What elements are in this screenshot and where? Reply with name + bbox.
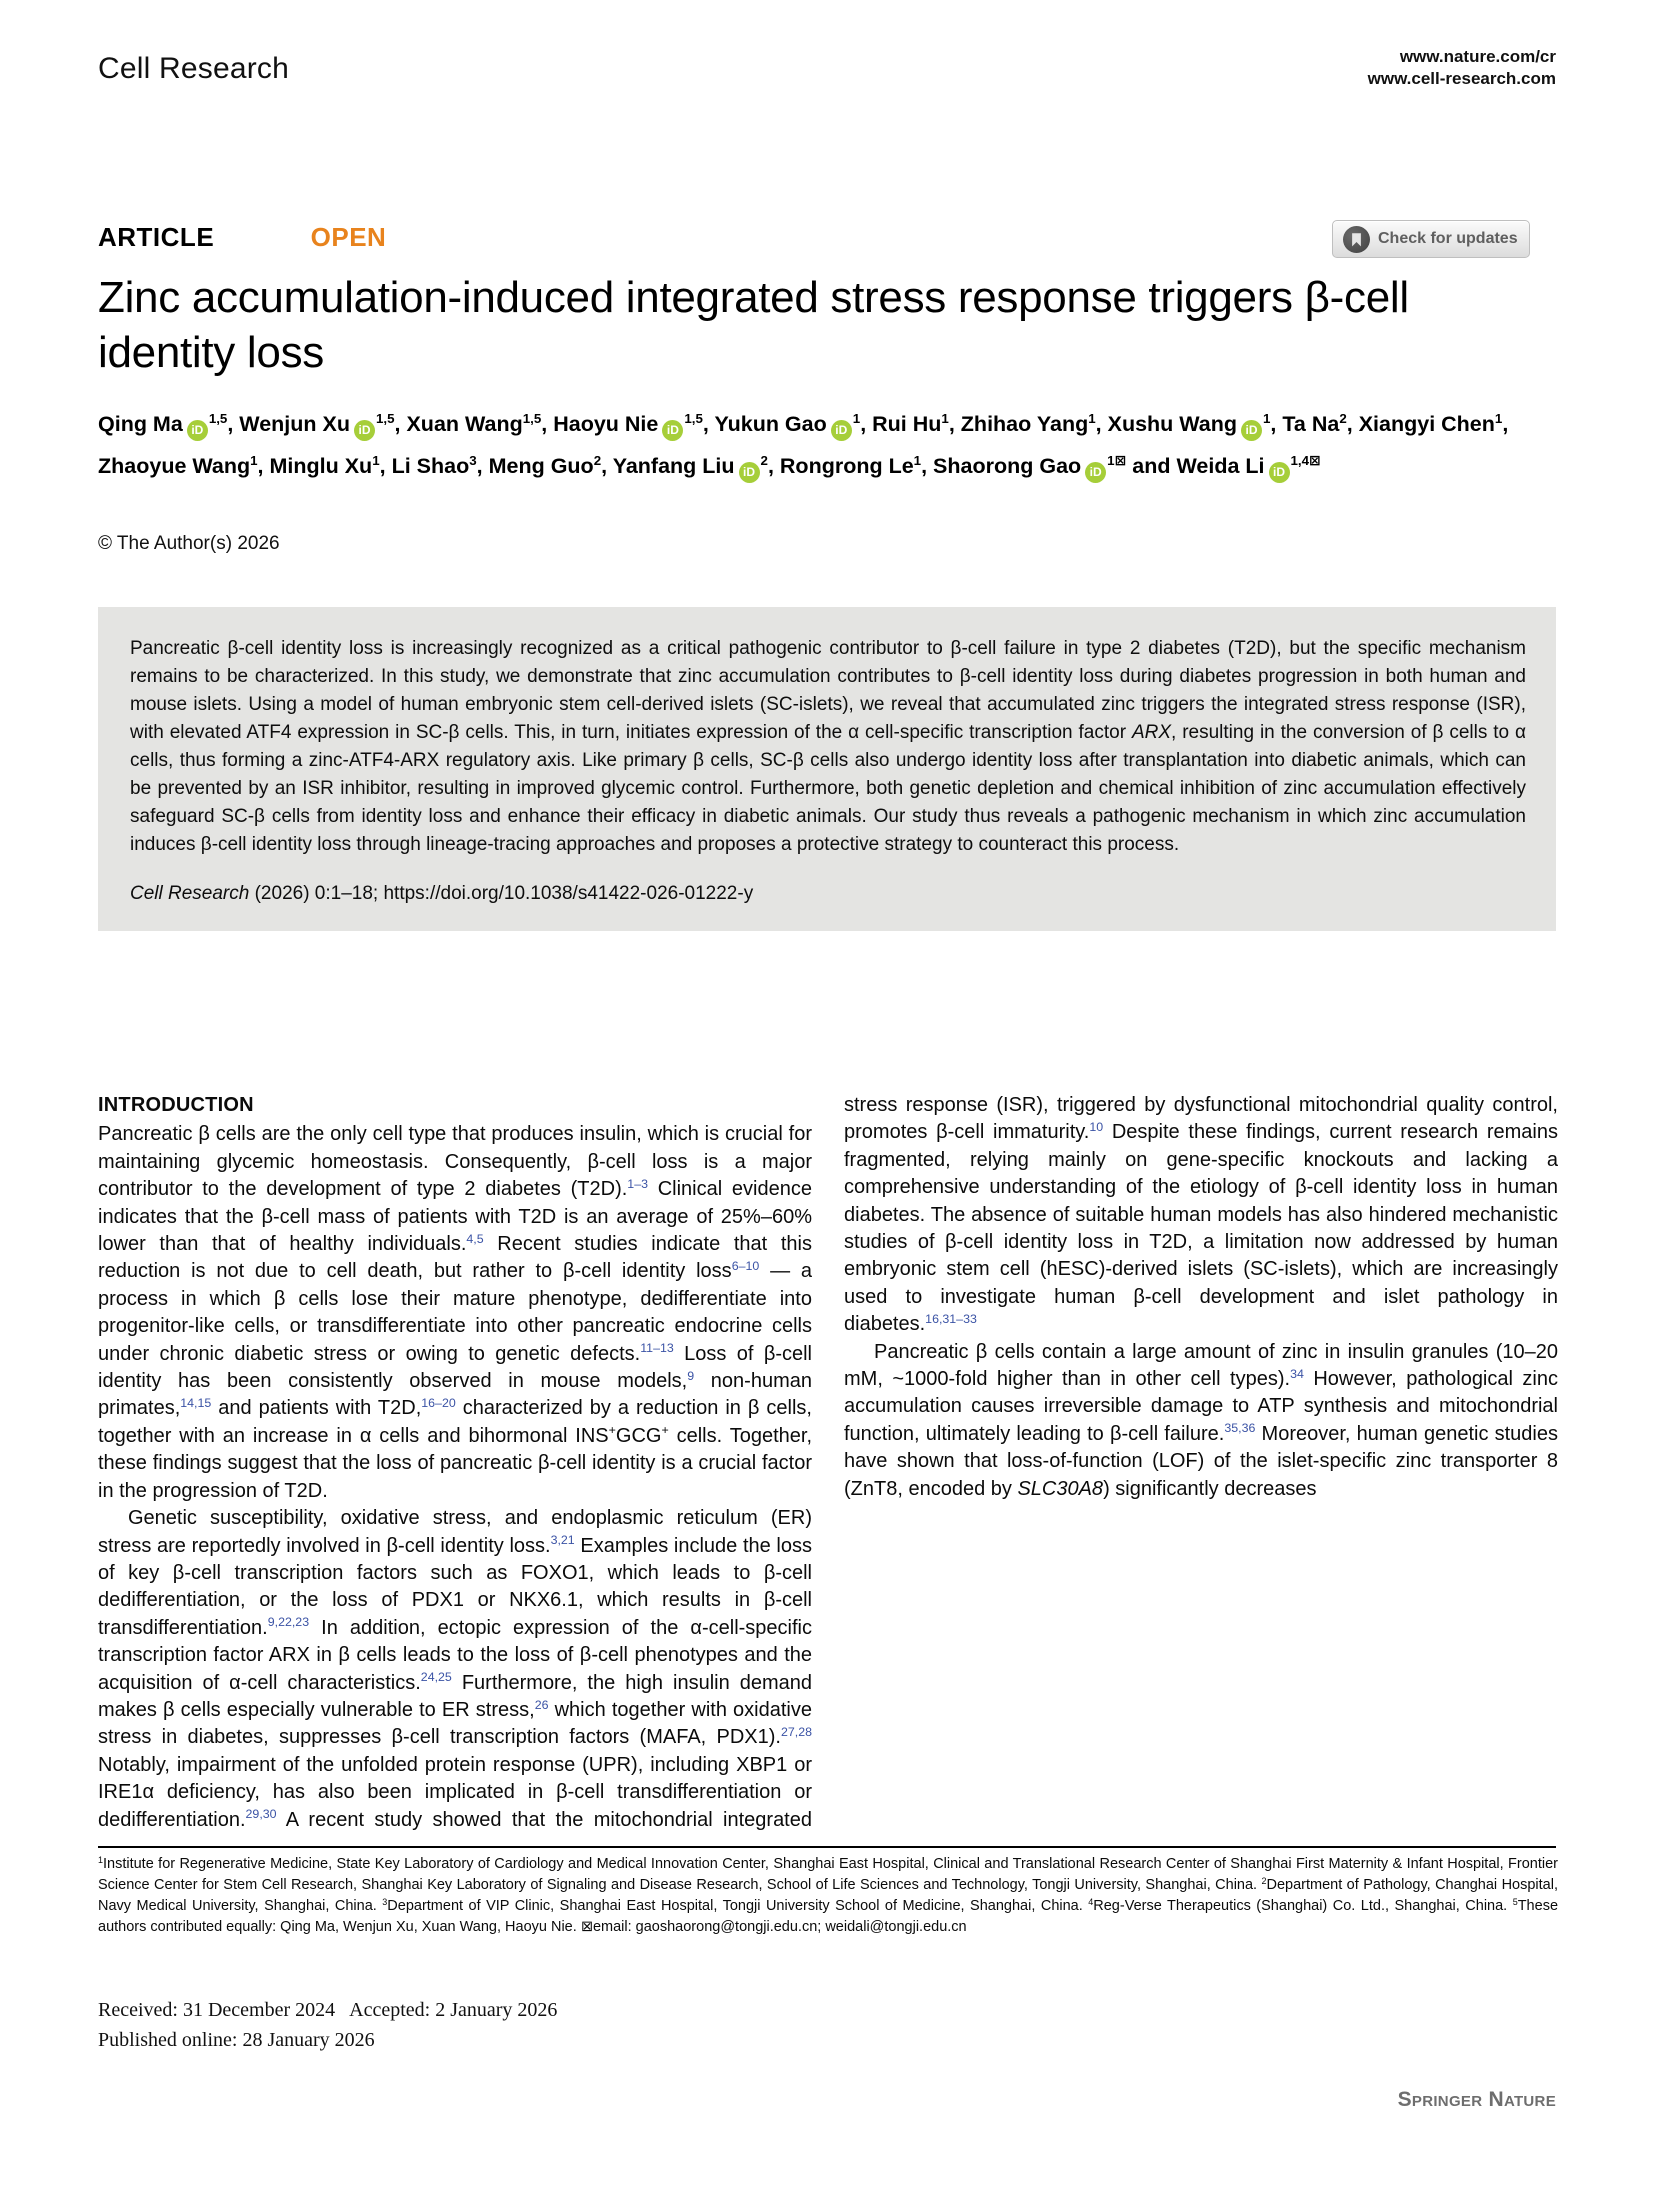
author-affiliation-superscript: 1⊠ [1107,452,1127,469]
accepted-date: Accepted: 2 January 2026 [349,1999,558,2021]
author-affiliation-superscript: 1 [372,453,380,469]
affiliations-footnote: $^1$Institute for Regenerative Medicine, State Key Laboratory of Cardiology and Medical Innovation Center, Shanghai East Hospital, Clinical and Translational Research Center of Shanghai First Maternity & Infant Hospital, Frontier Science Center for Stem Cell Research, Shanghai Key Laboratory of Signaling and Disease Research, School of Life Sciences and Technology, Tongji University, Shanghai, China. $^2$Department of Pathology, Changhai Hospital, Navy Medical University, Shanghai, China. $^3$Department of VIP Clinic, Shanghai East Hospital, Tongji University School of Medicine, Shanghai, China. $^4$Reg-Verse Therapeutics (Shanghai) Co. Ltd., Shanghai, China. $^5$These authors contributed equally: Qing Ma, Wenjun Xu, Xuan Wang, Haoyu Nie. ⊠email: gaoshaorong@tongji.edu.cn; weidali@tongji.edu.cn [98,1854,1559,1935]
springer-nature-logo: Springer Nature [1397,2088,1556,2111]
reference-superscript[interactable]: 29,30 [245,1807,277,1822]
reference-superscript[interactable]: 9 [687,1368,695,1383]
superscript: 5 [1512,1896,1518,1907]
author-name: Meng Guo [488,454,594,478]
author-affiliation-superscript: 1 [1088,411,1096,427]
published-date: Published online: 28 January 2026 [98,2029,375,2051]
journal-url-cellresearch[interactable]: www.cell-research.com [1367,69,1556,88]
open-access-label: OPEN [310,222,387,252]
superscript: + [661,1423,669,1438]
orcid-icon[interactable]: iD [831,420,852,441]
superscript: 3 [382,1896,388,1907]
author-affiliation-superscript: 1 [941,411,949,427]
reference-superscript[interactable]: 4,5 [466,1231,484,1246]
page-title: Zinc accumulation-induced integrated stress response triggers β-cell identity loss [98,273,1409,377]
superscript: 4 [1088,1896,1094,1907]
citation-journal: Cell Research [130,883,250,904]
author-affiliation-superscript: 2 [1339,411,1347,427]
author-name: Xuan Wang [406,412,523,436]
author-name: Shaorong Gao [933,454,1082,478]
reference-superscript[interactable]: 6–10 [731,1259,760,1273]
author-name: Rongrong Le [779,454,914,478]
reference-superscript[interactable]: 16–20 [421,1396,456,1411]
superscript: 1 [98,1854,103,1865]
author-affiliation-superscript: 1 [250,453,258,469]
author-affiliation-superscript: 3 [469,453,477,469]
reference-superscript[interactable]: 27,28 [780,1724,812,1739]
author-affiliation-superscript: 2 [760,453,768,469]
author-name: Zhihao Yang [960,412,1089,436]
introduction-section [98,1092,1558,1845]
orcid-icon[interactable]: iD [187,420,208,441]
author-name: Zhaoyue Wang [98,454,251,478]
article-type-row [98,222,1556,272]
reference-superscript[interactable]: 35,36 [1224,1421,1256,1436]
crossmark-icon [1343,226,1370,253]
author-name: Weida Li [1176,454,1265,478]
author-name: Haoyu Nie [553,412,659,436]
introduction-heading: INTRODUCTION [98,1094,254,1116]
author-affiliation-superscript: 1 [1494,411,1503,427]
check-for-updates-button[interactable] [1332,220,1530,258]
author-name: Yukun Gao [714,412,827,436]
intro-paragraph-2: Genetic susceptibility, oxidative stress, and endoplasmic reticulum (ER) stress are reportedly involved in β-cell identity loss.$^{3,21}$ Examples include the loss of key β-cell transcription factors such as FOXO1, which leads to β-cell dedifferentiation, or the loss of PDX1 or NKX6.1, which results in β-cell transdifferentiation.$^{9,22,23}$ In addition, ectopic expression of the α-cell-specific transcription factor ARX in β cells leads to the loss of β-cell phenotypes and the acquisition of α-cell characteristics.$^{24,25}$ Furthermore, the high insulin demand makes β cells especially vulnerable to ER stress,$^{26}$ which together with oxidative stress in diabetes, suppresses β-cell transcription factors (MAFA, PDX1).$^{27,28}$ Notably, impairment of the unfolded protein response (UPR), including XBP1 or IRE1α deficiency, has also been implicated in β-cell transdifferentiation or dedifferentiation.$^{29,30}$ A recent study showed that the mitochondrial integrated stress response (ISR), triggered by dysfunctional mitochondrial quality control, promotes β-cell immaturity.$^{10}$ Despite these findings, current research remains fragmented, relying mainly on gene-specific knockouts and lacking a comprehensive understanding of the etiology of β-cell identity loss in human diabetes. The absence of suitable human models has also hindered mechanistic studies of β-cell identity loss in T2D, a limitation now addressed by human embryonic stem cell (hESC)-derived islets (SC-islets), which are increasingly used to investigate human β-cell development and islet pathology in diabetes.$^{16,31-33}$ [98,1094,1558,1831]
author-name: Rui Hu [872,412,942,436]
reference-superscript[interactable]: 9,22,23 [267,1615,310,1630]
author-name: Yanfang Liu [612,454,735,478]
author-affiliation-superscript: 1 [913,453,922,469]
reference-superscript[interactable]: 3,21 [550,1533,575,1548]
orcid-icon[interactable]: iD [354,420,375,441]
author-name: Ta Na [1282,412,1340,436]
footnote-divider [98,1846,1556,1848]
article-history [98,1995,557,2055]
citation-line [130,883,1526,905]
author-affiliation-superscript: 1,5 [522,411,542,427]
copyright-notice: © The Author(s) 2026 [98,533,280,554]
author-affiliation-superscript: 1,5 [375,411,395,427]
author-affiliation-superscript: 1 [852,411,861,427]
author-affiliation-superscript: 2 [593,453,602,469]
journal-url-nature[interactable]: www.nature.com/cr [1399,47,1556,66]
author-name: Wenjun Xu [239,412,350,436]
intro-paragraph-1: Pancreatic β cells are the only cell type that produces insulin, which is crucial for maintaining glycemic homeostasis. Consequently, β-cell loss is a major contributor to the development of type 2 diabetes (T2D).$^{1-3}$ Clinical evidence indicates that the β-cell mass of patients with T2D is an average of 25%–60% lower than that of healthy individuals.$^{4,5}$ Recent studies indicate that this reduction is not due to cell death, but rather to β-cell identity loss$^{6-10}$ — a process in which β cells lose their mature phenotype, dedifferentiate into progenitor-like cells, or transdifferentiate into other pancreatic endocrine cells under chronic diabetic stress or owing to genetic defects.$^{11-13}$ Loss of β-cell identity has been consistently observed in mouse models,$^9$ non-human primates,$^{14,15}$ and patients with T2D,$^{16-20}$ characterized by a reduction in β cells, together with an increase in α cells and bihormonal INS+GCG+ cells. Together, these findings suggest that the loss of pancreatic β-cell identity is a crucial factor in the progression of T2D. [98,1123,812,1502]
intro-paragraph-3: Pancreatic β cells contain a large amount of zinc in insulin granules (10–20 mM, ~1000-fold higher than in other cell types).$^{34}$ However, pathological zinc accumulation causes irreversible damage to ATP synthesis and mitochondrial function, ultimately leading to β-cell failure.$^{35,36}$ Moreover, human genetic studies have shown that loss-of-function (LOF) of the islet-specific zinc transporter 8 (ZnT8, encoded by SLC30A8) significantly decreases [844,1340,1558,1500]
received-accepted-line [98,1995,557,2025]
author-name: Xushu Wang [1107,412,1237,436]
reference-superscript[interactable]: 34 [1290,1366,1304,1381]
reference-superscript[interactable]: 11–13 [640,1341,674,1356]
superscript: + [608,1423,616,1438]
received-date: Received: 31 December 2024 [98,1999,336,2021]
reference-superscript[interactable]: 24,25 [420,1670,452,1685]
author-name: Li Shao [391,454,470,478]
reference-superscript[interactable]: 1–3 [627,1176,648,1191]
orcid-icon[interactable]: iD [1241,420,1262,441]
author-name: Minglu Xu [269,454,373,478]
reference-superscript[interactable]: 26 [534,1697,549,1712]
reference-superscript[interactable]: 10 [1089,1119,1104,1134]
author-affiliation-superscript: 1,5 [208,411,228,427]
author-name: Xiangyi Chen [1358,412,1495,436]
reference-superscript[interactable]: 14,15 [180,1396,212,1411]
author-name: Qing Ma [98,412,183,436]
citation-doi[interactable]: (2026) 0:1–18; https://doi.org/10.1038/s41422-026-01222-y [249,883,754,904]
reference-superscript[interactable]: 16,31–33 [925,1311,977,1326]
article-type-label: ARTICLE [98,222,215,252]
orcid-icon[interactable]: iD [1269,462,1290,483]
orcid-icon[interactable]: iD [739,462,760,483]
corresponding-author-email-icon[interactable]: ⊠ [1114,452,1127,469]
abstract-box [98,607,1556,931]
author-affiliation-superscript: 1,4⊠ [1290,452,1321,469]
author-affiliation-superscript: 1 [1263,411,1271,427]
journal-urls [1368,46,1556,90]
journal-logo: Cell Research [98,52,290,85]
author-list: Qing Ma iD$^{1,5}$, Wenjun Xu iD$^{1,5}$, Xuan Wang$^{1,5}$, Haoyu Nie iD$^{1,5}$, Yukun Gao $iD^1$, Rui Hu$^1$, Zhihao Yang$^1$, Xushu Wang $iD^1$, Ta Na$^2$, Xiangyi Chen$^1$, Zhaoyue Wang$^1$, Minglu Xu$^1$, Li Shao$^3$, Meng Guo$^2$, Yanfang Liu $iD^2$, Rongrong Le$^1$, Shaorong Gao $iD^{1⊠}$ and Weida Li $iD^{1,4⊠}$ [98,403,1558,487]
superscript: 2 [1261,1875,1267,1886]
check-for-updates-label: Check for updates [1378,230,1518,247]
abstract-text: Pancreatic β-cell identity loss is increasingly recognized as a critical pathogenic contributor to β-cell failure in type 2 diabetes (T2D), but the specific mechanism remains to be characterized. In this study, we demonstrate that zinc accumulation contributes to β-cell identity loss during diabetes progression in both human and mouse islets. Using a model of human embryonic stem cell-derived islets (SC-islets), we reveal that accumulated zinc triggers the integrated stress response (ISR), with elevated ATF4 expression in SC-β cells. This, in turn, initiates expression of the α cell-specific transcription factor ARX, resulting in the conversion of β cells to α cells, thus forming a zinc-ATF4-ARX regulatory axis. Like primary β cells, SC-β cells also undergo identity loss after transplantation into diabetic animals, which can be prevented by an ISR inhibitor, resulting in improved glycemic control. Furthermore, both genetic depletion and chemical inhibition of zinc accumulation effectively safeguard SC-β cells from identity loss and enhance their efficacy in diabetic animals. Our study thus reveals a pathogenic mechanism in which zinc accumulation induces β-cell identity loss through lineage-tracing approaches and proposes a protective strategy to counteract this process. [130,638,1526,855]
email-icon: ⊠ [580,1919,593,1935]
author-affiliation-superscript: 1,5 [684,411,703,427]
corresponding-author-email-icon[interactable]: ⊠ [1309,452,1321,469]
orcid-icon[interactable]: iD [1085,462,1106,483]
orcid-icon[interactable]: iD [662,420,683,441]
